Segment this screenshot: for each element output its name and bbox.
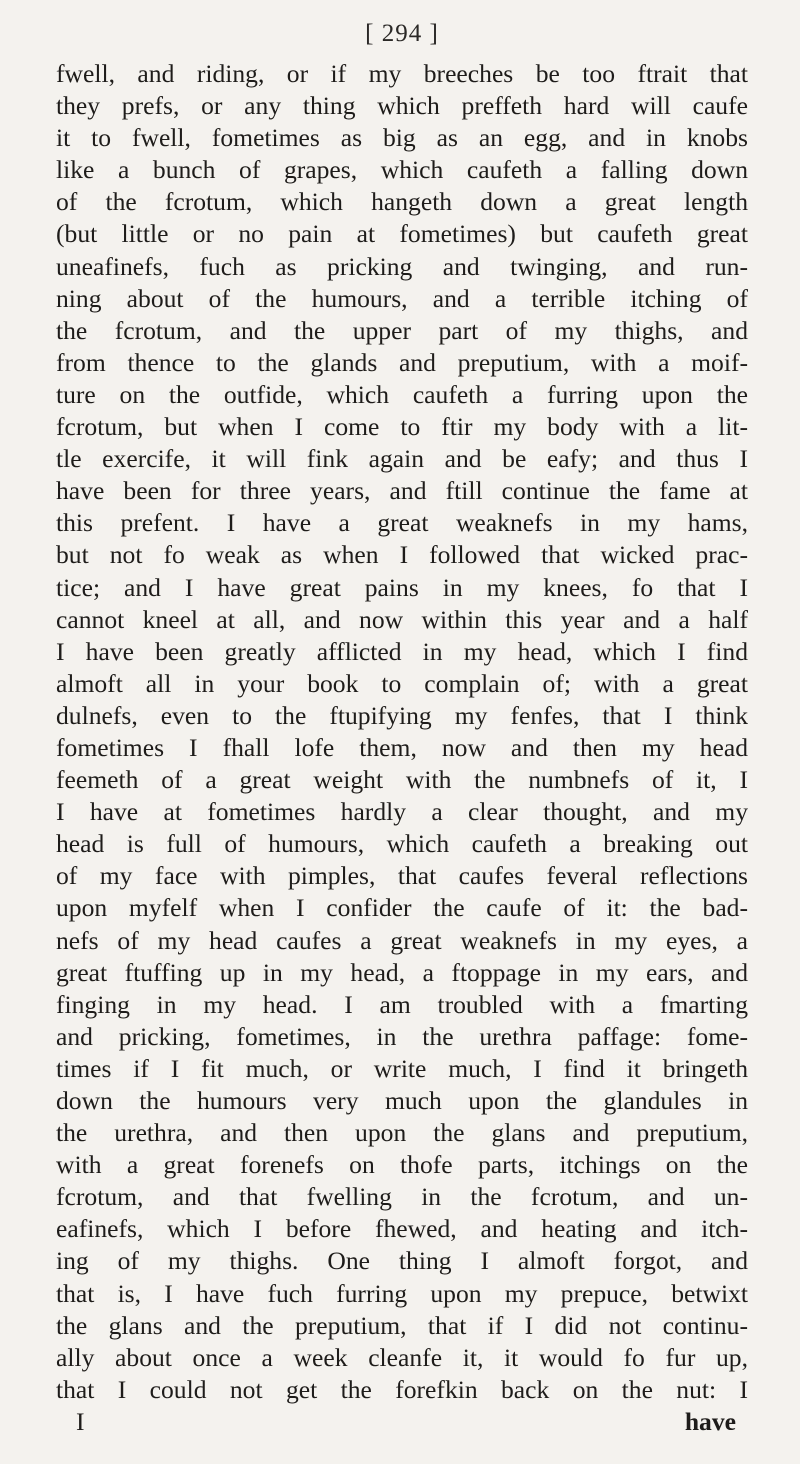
text-line: it to fwell, fometimes as big as an egg, and in knobs bbox=[56, 123, 748, 153]
text-line: I have been greatly afflicted in my head, which I find bbox=[56, 636, 748, 666]
body-text bbox=[56, 58, 748, 1406]
page-number-header: [ 294 ] bbox=[365, 20, 439, 47]
text-line: this prefent. I have a great weaknefs in my hams, bbox=[56, 508, 748, 538]
text-line: with a great forenefs on thofe parts, itchings on the bbox=[56, 1150, 748, 1180]
text-line: tice; and I have great pains in my knees, fo that I bbox=[56, 572, 748, 602]
text-line: the fcrotum, and the upper part of my thighs, and bbox=[56, 315, 748, 345]
text-line: fometimes I fhall lofe them, now and then my head bbox=[56, 732, 748, 762]
text-line: (but little or no pain at fometimes) but caufeth great bbox=[56, 219, 748, 249]
text-line: upon myfelf when I confider the caufe of it: the bad- bbox=[56, 893, 748, 923]
text-line: ing of my thighs. One thing I almoft forgot, and bbox=[56, 1246, 748, 1276]
text-line: but not fo weak as when I followed that wicked prac- bbox=[56, 540, 748, 570]
text-line: that is, I have fuch furring upon my prepuce, betwixt bbox=[56, 1278, 748, 1308]
text-line: they prefs, or any thing which preffeth hard will caufe bbox=[56, 91, 748, 121]
text-line: the urethra, and then upon the glans and preputium, bbox=[56, 1118, 748, 1148]
text-line: head is full of humours, which caufeth a breaking out bbox=[56, 829, 748, 859]
catchword: have bbox=[684, 1406, 736, 1436]
text-line: ning about of the humours, and a terrible itching of bbox=[56, 283, 748, 313]
text-line: uneafinefs, fuch as pricking and twinging, and run- bbox=[56, 251, 748, 281]
page-footer bbox=[56, 1406, 748, 1438]
text-line: the glans and the preputium, that if I did not continu- bbox=[56, 1310, 748, 1340]
text-line: finging in my head. I am troubled with a fmarting bbox=[56, 989, 748, 1019]
text-line: great ftuffing up in my head, a ftoppage in my ears, and bbox=[56, 957, 748, 987]
text-line: nefs of my head caufes a great weaknefs in my eyes, a bbox=[56, 925, 748, 955]
text-line: down the humours very much upon the glandules in bbox=[56, 1086, 748, 1115]
text-line: dulnefs, even to the ftupifying my fenfes, that I think bbox=[56, 700, 748, 730]
text-line: of the fcrotum, which hangeth down a great length bbox=[56, 187, 748, 217]
text-line: of my face with pimples, that caufes feveral reflections bbox=[56, 861, 748, 891]
text-line: have been for three years, and ftill continue the fame at bbox=[56, 476, 748, 506]
text-line: that I could not get the forefkin back on the nut: I bbox=[56, 1374, 748, 1404]
text-line: fwell, and riding, or if my breeches be too ftrait that bbox=[56, 59, 748, 88]
text-line: times if I fit much, or write much, I find it bringeth bbox=[56, 1053, 748, 1083]
text-line: ture on the outfide, which caufeth a furring upon the bbox=[56, 379, 748, 409]
text-line: and pricking, fometimes, in the urethra paffage: fome- bbox=[56, 1021, 748, 1051]
text-line: like a bunch of grapes, which caufeth a falling down bbox=[56, 155, 748, 185]
text-line: fcrotum, and that fwelling in the fcrotum, and un- bbox=[56, 1182, 748, 1212]
signature-mark: I bbox=[76, 1406, 85, 1436]
text-line: tle exercife, it will fink again and be eafy; and thus I bbox=[56, 444, 748, 474]
text-line: fcrotum, but when I come to ftir my body with a lit- bbox=[56, 412, 748, 442]
text-line: from thence to the glands and preputium, with a moif- bbox=[56, 347, 748, 377]
text-line: feemeth of a great weight with the numbnefs of it, I bbox=[56, 765, 748, 795]
text-line: ally about once a week cleanfe it, it would fo fur up, bbox=[56, 1342, 748, 1372]
text-line: almoft all in your book to complain of; with a great bbox=[56, 668, 748, 698]
text-line: I have at fometimes hardly a clear thought, and my bbox=[56, 797, 748, 827]
text-line: cannot kneel at all, and now within this year and a half bbox=[56, 604, 748, 634]
text-line: eafinefs, which I before fhewed, and heating and itch- bbox=[56, 1214, 748, 1244]
